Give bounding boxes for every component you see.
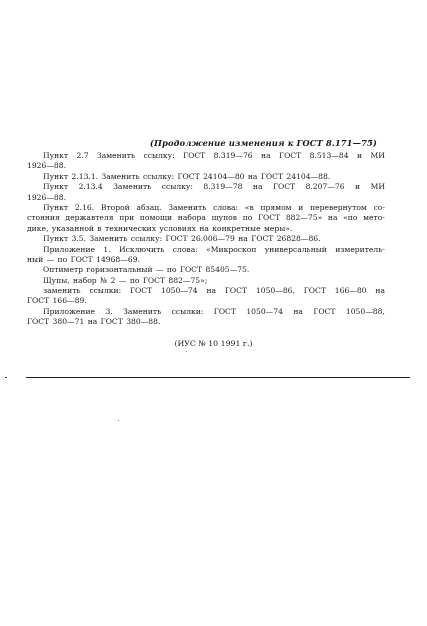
word: прямом	[260, 202, 292, 212]
word: по	[57, 254, 68, 264]
word: ГОСТ	[177, 171, 200, 181]
word: ГОСТ	[260, 171, 283, 181]
word: со-	[373, 202, 385, 212]
word: Заменить	[123, 306, 162, 316]
text-line	[27, 245, 385, 255]
word: при	[119, 213, 135, 223]
word: ссылки:	[89, 286, 122, 296]
word: 2	[110, 275, 116, 285]
word: «Микроскоп	[206, 244, 257, 254]
word: Пункт	[43, 151, 69, 160]
word: Пункт	[43, 171, 69, 181]
word: на	[375, 286, 385, 296]
word: ГОСТ	[27, 317, 50, 327]
word: указанной	[51, 223, 94, 233]
text-line	[27, 307, 385, 317]
word: на	[327, 213, 338, 223]
word: Заменить	[168, 202, 207, 212]
word: 380—88.	[126, 317, 161, 327]
word: 2.13.1.	[71, 171, 99, 181]
text-line	[27, 296, 385, 306]
word: 3.	[105, 306, 113, 316]
word: Приложение	[43, 244, 96, 254]
word: по	[129, 275, 140, 285]
word: «в	[244, 202, 254, 212]
word: ГОСТ	[224, 286, 248, 296]
text-line	[27, 255, 385, 265]
word: 1050—74	[161, 286, 198, 296]
word: 24104—80	[203, 171, 245, 181]
word: на	[238, 234, 248, 244]
word: ный	[27, 254, 44, 264]
text-line	[27, 203, 385, 213]
word: на	[261, 151, 271, 160]
word: ГОСТ	[27, 296, 50, 306]
word: ГОСТ	[183, 151, 206, 160]
word: универсальный	[264, 244, 327, 254]
word: 8.513—84	[309, 151, 349, 160]
word: Заменить	[89, 234, 128, 244]
amendment-body	[27, 151, 385, 328]
word: ГОСТ	[279, 151, 302, 160]
continuation-header: (Продолжение изменения к ГОСТ 8.171—75)	[149, 138, 377, 148]
word: 882—75»	[285, 213, 323, 223]
word: дике,	[27, 223, 49, 233]
word: в	[97, 223, 102, 233]
word: Исключить	[118, 244, 165, 254]
word: 1926—88.	[27, 161, 66, 171]
text-line	[27, 182, 385, 192]
text-line	[27, 265, 385, 275]
word: ГОСТ	[70, 254, 93, 264]
word: ссылки:	[171, 306, 204, 316]
word: по	[242, 213, 253, 223]
word: 166—89.	[52, 296, 87, 306]
word: Оптиметр	[43, 265, 84, 275]
word: и	[355, 182, 361, 192]
word: 26828—86.	[276, 234, 321, 244]
word: щупов	[211, 213, 238, 223]
word: абзац.	[136, 202, 162, 212]
word: Пункт	[43, 234, 69, 244]
word: ГОСТ	[130, 286, 153, 296]
word: 85405—75.	[205, 265, 250, 275]
word: —	[46, 254, 55, 264]
word: —	[118, 275, 127, 285]
word: ГОСТ	[142, 275, 165, 285]
word: 14968—69.	[96, 254, 140, 264]
word: 1050—88,	[345, 306, 385, 316]
word: на	[247, 171, 258, 181]
word: ГОСТ	[313, 306, 336, 316]
word: —	[155, 265, 164, 275]
word: 1.	[103, 244, 111, 254]
word: ссылку:	[142, 171, 175, 181]
word: 166—80	[334, 286, 367, 296]
word: и	[357, 151, 363, 160]
word: слова:	[172, 244, 198, 254]
word: ГОСТ	[272, 182, 296, 192]
word: перевернутом	[310, 202, 367, 212]
word: и	[298, 202, 304, 212]
word: на	[252, 182, 263, 192]
text-line	[27, 172, 385, 182]
word: 380—71	[52, 317, 85, 327]
word: «по	[343, 213, 358, 223]
word: 1050—74	[246, 306, 283, 316]
word: 2.13.4	[78, 182, 103, 192]
word: Приложение	[43, 306, 96, 316]
word: №	[100, 275, 108, 285]
text-line	[27, 317, 385, 327]
word: на	[293, 306, 303, 316]
word: ГОСТ	[100, 317, 123, 327]
word: на	[206, 286, 217, 296]
word: МИ	[370, 151, 385, 160]
word: ГОСТ	[251, 234, 274, 244]
text-line	[27, 276, 385, 286]
text-line	[27, 161, 385, 171]
word: на	[199, 223, 209, 233]
edge-mark	[5, 377, 7, 378]
word: заменить	[43, 286, 81, 296]
word: набора	[177, 213, 206, 223]
word: горизонтальный	[86, 265, 153, 275]
text-line	[27, 224, 385, 234]
word: конкретные	[212, 223, 261, 233]
word: 8.319—76	[213, 151, 253, 160]
word: 24104—88.	[286, 171, 331, 181]
word: Заменить	[97, 151, 136, 160]
word: ГОСТ	[303, 286, 326, 296]
word: ГОСТ	[165, 234, 188, 244]
word: 8.207—76	[305, 182, 345, 192]
word: по	[166, 265, 177, 275]
text-line	[27, 151, 385, 161]
word: державтеля	[65, 213, 114, 223]
word: набор	[73, 275, 97, 285]
word: на	[87, 317, 98, 327]
word: условиях	[159, 223, 196, 233]
word: ГОСТ	[179, 265, 203, 275]
scan-speck	[118, 420, 119, 421]
word: 26.006—79	[190, 234, 235, 244]
word: измеритель-	[335, 244, 385, 254]
word: 1926—88.	[27, 192, 66, 202]
text-line	[27, 234, 385, 244]
word: технических	[105, 223, 156, 233]
word: 2.7	[76, 151, 89, 160]
word: ГОСТ	[213, 306, 236, 316]
word: мето-	[363, 213, 385, 223]
word: Щупы,	[43, 275, 70, 285]
word: меры».	[263, 223, 293, 233]
word: МИ	[370, 182, 385, 192]
word: 2.16.	[74, 202, 95, 212]
separator-rule	[26, 377, 410, 378]
word: Заменить	[113, 182, 152, 192]
publication-reference: (ИУС № 10 1991 г.)	[174, 339, 253, 348]
word: ГОСТ	[258, 213, 281, 223]
word: Пункт	[43, 182, 69, 192]
word: помощи	[139, 213, 173, 223]
word: ссылку:	[143, 151, 175, 160]
word: Пункт	[43, 202, 69, 212]
word: Второй	[100, 202, 130, 212]
word: 3.5.	[71, 234, 86, 244]
word: слова:	[213, 202, 239, 212]
word: Заменить	[101, 171, 140, 181]
word: 8.319—78	[203, 182, 243, 192]
word: ссылку:	[161, 182, 193, 192]
word: ссылку:	[130, 234, 163, 244]
text-line	[27, 213, 385, 223]
word: 1050—86,	[255, 286, 295, 296]
text-line	[27, 286, 385, 296]
scan-speck	[186, 351, 187, 352]
word: 882—75»;	[168, 275, 208, 285]
word: стояния	[27, 213, 60, 223]
text-line	[27, 193, 385, 203]
